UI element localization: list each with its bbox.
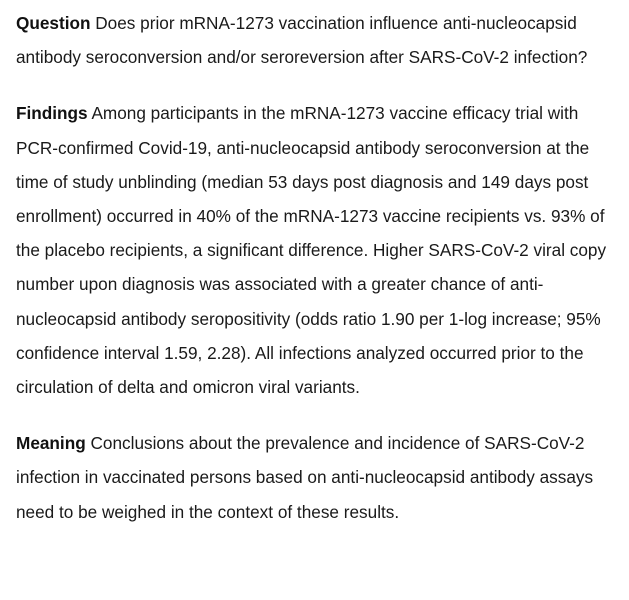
question-section	[16, 6, 618, 74]
question-label: Question	[16, 13, 91, 33]
findings-section	[16, 96, 618, 404]
meaning-section	[16, 426, 618, 529]
meaning-text: Conclusions about the prevalence and incidence of SARS-CoV-2 infection in vaccinated persons based on anti-nucleocapsid antibody assays need to be weighed in the context of these results.	[16, 433, 594, 522]
findings-text: Among participants in the mRNA-1273 vaccine efficacy trial with PCR-confirmed Covid-19, anti-nucleocapsid antibody seroconversion at the time of study unblinding (median 53 days post diagnosis and 149 days post enrollment) occurred in 40% of the mRNA-1273 vaccine recipients vs. 93% of the placebo recipients, a significant difference. Higher SARS-CoV-2 viral copy number upon diagnosis was associated with a greater chance of anti-nucleocapsid antibody seropositivity (odds ratio 1.90 per 1-log increase; 95% confidence interval 1.59, 2.28). All infections analyzed occurred prior to the circulation of delta and omicron viral variants.	[16, 103, 607, 398]
question-text: Does prior mRNA-1273 vaccination influence anti-nucleocapsid antibody seroconversion and/or seroreversion after SARS-CoV-2 infection?	[16, 13, 588, 68]
key-points-document	[16, 6, 618, 551]
findings-label: Findings	[16, 103, 88, 124]
meaning-label: Meaning	[16, 433, 86, 454]
